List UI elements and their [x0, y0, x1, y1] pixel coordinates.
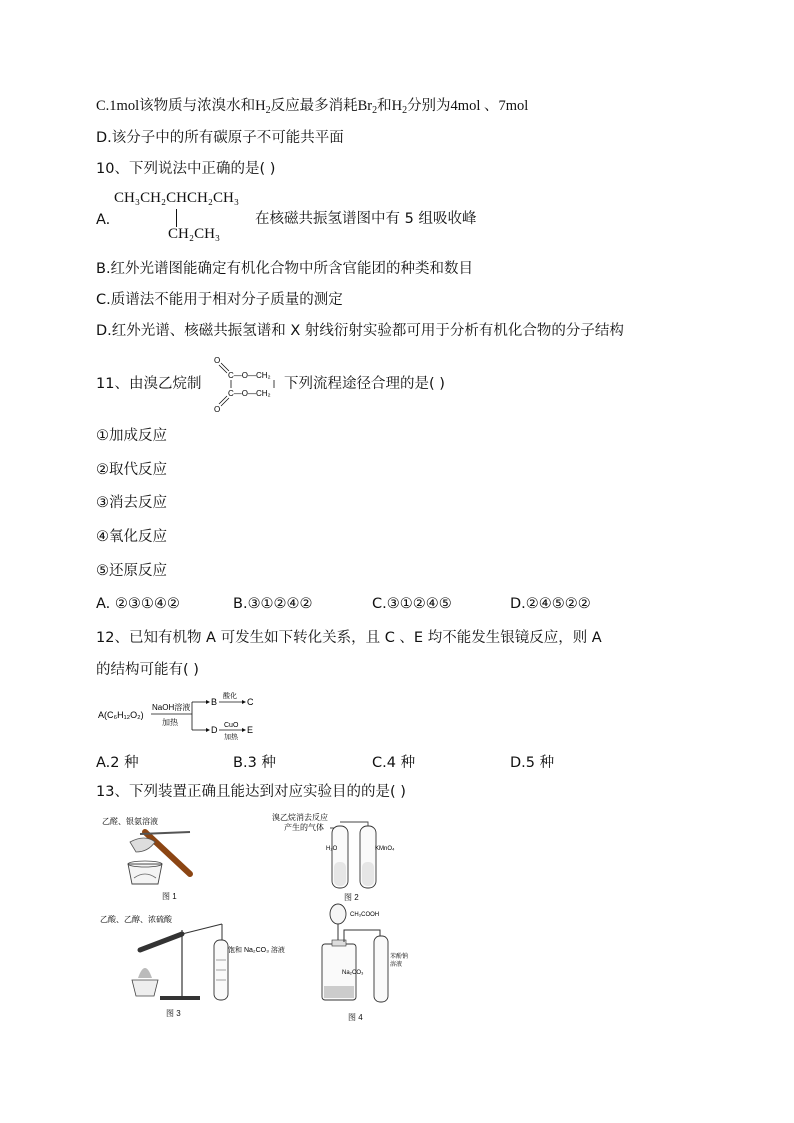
- scheme-reagent-bottom: 加热: [162, 718, 178, 727]
- q10-option-b: B.红外光谱图能确定有机化合物中所含官能团的种类和数目: [96, 261, 474, 277]
- scheme-d: D: [211, 725, 218, 735]
- q12-reaction-scheme: [96, 690, 296, 740]
- q11-step-2: ②取代反应: [96, 462, 167, 478]
- q11-step-4: ④氧化反应: [96, 529, 167, 545]
- structure-bond: [176, 209, 177, 227]
- cyclic-ester-structure: [212, 353, 282, 413]
- fig1-label: 乙醛、银氨溶液: [102, 817, 158, 826]
- figure-1: [100, 812, 220, 901]
- q10-option-a-structure: [114, 190, 254, 246]
- q10-option-a-text: 在核磁共振氢谱图中有 5 组吸收峰: [255, 211, 477, 227]
- q13-stem: 13、下列装置正确且能达到对应实验目的的是( ): [96, 784, 406, 800]
- fig4-label2b: 溶液: [390, 962, 403, 968]
- q11-step-3: ③消去反应: [96, 495, 167, 511]
- fig1-caption: 图 1: [162, 892, 177, 901]
- q10-stem: 10、下列说法中正确的是( ): [96, 161, 276, 177]
- fig3-caption: 图 3: [166, 1009, 181, 1018]
- fig2-label2: 产生的气体: [284, 823, 324, 832]
- q11-stem-a: 11、由溴乙烷制: [96, 376, 202, 392]
- q12-stem-line1: 12、已知有机物 A 可发生如下转化关系，且 C 、E 均不能发生银镜反应，则 A: [96, 630, 602, 646]
- fig4-acid: CH₃COOH: [350, 912, 380, 918]
- q10-option-d: D.红外光谱、核磁共振氢谱和 X 射线衍射实验都可用于分析有机化合物的分子结构: [96, 323, 624, 339]
- scheme-c: C: [247, 697, 254, 707]
- fig4-label2a: 苯酚钠: [390, 954, 409, 960]
- reaction-scheme-svg: [96, 690, 296, 740]
- scheme-start: A(C₆H₁₂O₂): [98, 710, 144, 720]
- oxygen-bottom: O: [214, 405, 221, 413]
- q9-option-d: D.该分子中的所有碳原子不可能共平面: [96, 130, 344, 146]
- fig2-h2o: H₂O: [326, 846, 338, 852]
- structure-bottom-row: C—O—CH₂: [228, 389, 271, 398]
- figure-3-apparatus: [100, 910, 300, 1010]
- q12-option-b[interactable]: B.3 种: [233, 755, 276, 771]
- scheme-e: E: [247, 725, 254, 735]
- scheme-b: B: [211, 697, 218, 707]
- fig4-caption: 图 4: [348, 1013, 363, 1022]
- figure-1-apparatus: [100, 812, 220, 892]
- scheme-acid: 酸化: [223, 693, 237, 700]
- q10-option-c: C.质谱法不能用于相对分子质量的测定: [96, 292, 343, 308]
- q12-option-d[interactable]: D.5 种: [510, 755, 555, 771]
- q9-option-c: C.1mol该物质与浓溴水和$H_2$反应最多消耗$Br_2$和$H_2$分别为4mol 、7mol: [96, 98, 529, 116]
- fig2-caption: 图 2: [344, 893, 359, 902]
- fig3-label: 乙酸、乙醇、浓硫酸: [100, 915, 172, 924]
- fig4-salt: Na₂CO₃: [342, 970, 364, 976]
- q11-option-b[interactable]: B.③①②④②: [233, 596, 313, 612]
- q12-stem-line2: 的结构可能有( ): [96, 662, 199, 678]
- figure-4: [308, 900, 418, 1024]
- figure-4-apparatus: [308, 900, 418, 1012]
- q11-step-1: ①加成反应: [96, 428, 167, 444]
- q11-stem-b: 下列流程途径合理的是( ): [284, 376, 445, 392]
- structure-branch: CH₂CH₃: [168, 226, 221, 242]
- fig2-kmno4: KMnO₄: [375, 846, 395, 852]
- scheme-cuo: CuO: [224, 722, 239, 729]
- q11-option-a[interactable]: A. ②③①④②: [96, 596, 180, 612]
- scheme-heat: 加热: [224, 734, 238, 740]
- q12-option-c[interactable]: C.4 种: [372, 755, 416, 771]
- structure-main-chain: CH₃CH₂CHCH₂CH₃: [114, 190, 240, 206]
- q12-option-a[interactable]: A.2 种: [96, 755, 139, 771]
- figure-2: [268, 812, 408, 900]
- fig3-label2: 饱和 Na₂CO₃ 溶液: [228, 947, 285, 954]
- q11-option-d[interactable]: D.②④⑤②②: [510, 596, 591, 612]
- figure-3: [100, 910, 300, 1018]
- scheme-reagent-top: NaOH溶液: [152, 703, 191, 712]
- oxygen-top: O: [214, 356, 221, 365]
- q10-option-a-label: A.: [96, 212, 111, 228]
- fig2-label1: 溴乙烷消去反应: [272, 813, 328, 822]
- structure-top-row: C—O—CH₂: [228, 371, 271, 380]
- q11-option-c[interactable]: C.③①②④⑤: [372, 596, 452, 612]
- q11-step-5: ⑤还原反应: [96, 563, 167, 579]
- figure-2-apparatus: [268, 812, 408, 892]
- q11-structure: [212, 353, 282, 413]
